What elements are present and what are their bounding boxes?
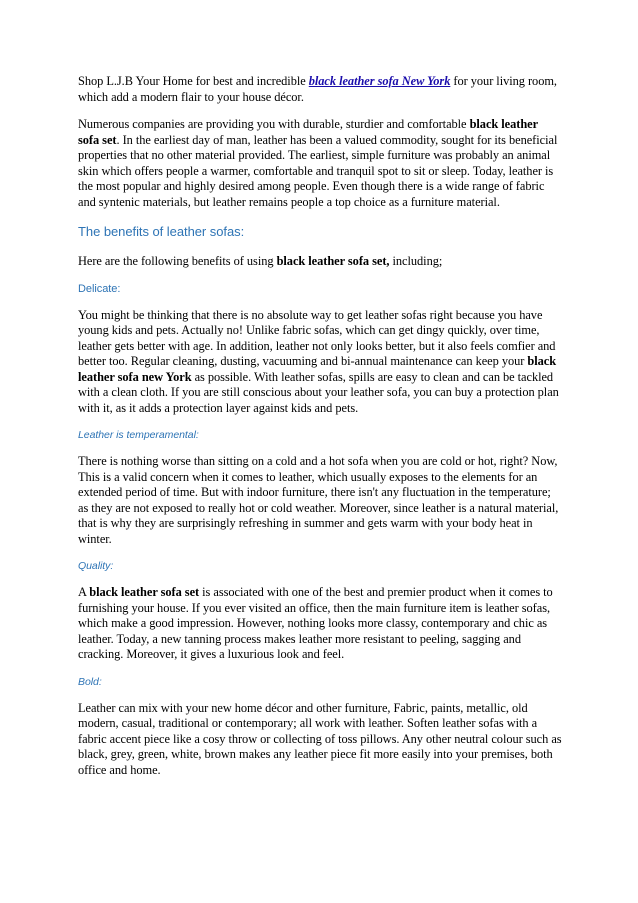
intro-text-end: for your living room, which add a modern flair to your house décor. [78, 74, 557, 104]
companies-text-start: Numerous companies are providing you with durable, sturdier and comfortable [78, 117, 470, 131]
benefits-lead-end: including; [389, 254, 443, 268]
benefits-lead-paragraph [78, 254, 562, 270]
temperamental-paragraph: There is nothing worse than sitting on a cold and a hot sofa when you are cold or hot, right? Now, This is a valid concern when it comes to leather, which usually exposes to the elements for an extended period of time. But with indoor furniture, there isn't any fluctuation in the temperature; as they are not exposed to really hot or cold weather. Moreover, since leather is a natural material, that is why they are surprisingly refreshing in summer and gets warm with your body heat in winter. [78, 454, 559, 546]
benefits-lead-bold: black leather sofa set, [276, 254, 390, 268]
delicate-text-start: You might be thinking that there is no absolute way to get leather sofas right because you have young kids and pets. Actually no! Unlike fabric sofas, which can get dingy quickly, over time, leather gets better with age. In addition, leather not only looks better, but it also feels comfier and better too. Regular cleaning, dusting, vacuuming and bi-annual maintenance can keep your [78, 307, 556, 368]
delicate-bold-keyword: black leather sofa new York [78, 354, 557, 384]
quality-text-end: is associated with one of the best and premier product when it comes to furnishing your house. If you ever visited an office, then the main furniture item is leather sofas, which make a good impression. However, nothing looks more classy, contemporary and chic as leather. Today, a new tanning process makes leather more resistant to peeling, sagging and cracking. Moreover, it gives a luxurious look and feel. [78, 585, 553, 661]
companies-text-end: . In the earliest day of man, leather has been a valued commodity, sought for its beneficial properties that no other material provided. The earliest, simple furniture was probably an animal skin which offers people a warmer, comfortable and tranquil spot to sit or sleep. Today, leather is the most popular and highly desired among people. Even though there is a wide range of fabric and syntenic materials, but leather remains people a top choice as a furniture material. [78, 132, 558, 209]
companies-paragraph [78, 117, 562, 210]
temperamental-heading: Leather is temperamental: [78, 429, 199, 441]
benefits-lead-start: Here are the following benefits of using [78, 254, 277, 268]
quality-paragraph [78, 585, 562, 663]
quality-bold-keyword: black leather sofa set [89, 585, 200, 599]
delicate-text-end: as possible. With leather sofas, spills are easy to clean and can be tackled with a clean cloth. If you are still conscious about your leather sofa, you can buy a protection plan with it, as it adds a protection layer against kids and pets. [78, 369, 559, 415]
bold-paragraph: Leather can mix with your new home décor and other furniture, Fabric, paints, metallic, old modern, casual, traditional or contemporary; all work with leather. Soften leather sofas with a fabric accent piece like a cosy throw or collecting of toss pillows. Any other neutral colour such as black, grey, green, white, brown makes any leather piece fit more easily into your premises, both office and home. [78, 700, 562, 777]
sofa-new-york-link[interactable]: black leather sofa New York [308, 74, 451, 88]
benefits-heading: The benefits of leather sofas: [78, 224, 245, 239]
document-body [78, 74, 562, 778]
companies-bold-keyword: black leather sofa set [78, 117, 538, 147]
delicate-paragraph [78, 308, 562, 417]
intro-text-start: Shop L.J.B Your Home for best and incredible [78, 74, 309, 88]
quality-heading: Quality: [78, 560, 114, 572]
bold-heading: Bold: [78, 675, 102, 688]
delicate-heading: Delicate: [78, 282, 121, 295]
quality-text-start: A [78, 585, 90, 599]
intro-paragraph [78, 74, 562, 105]
